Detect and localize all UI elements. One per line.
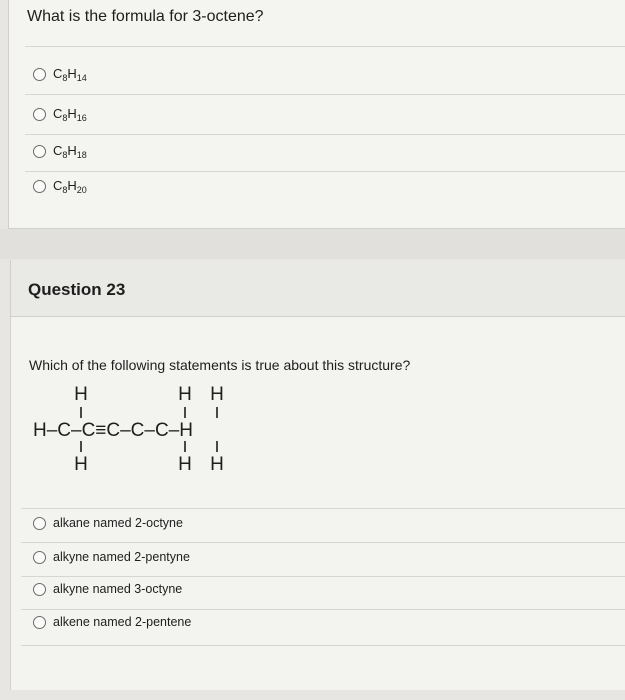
option-label: alkyne named 3-octyne: [53, 582, 183, 596]
structural-formula: [31, 380, 291, 480]
question-number: Question 23: [28, 280, 126, 299]
option-label: $C_8H_{18}$: [53, 143, 87, 160]
divider: [21, 576, 625, 577]
hydrogen-bottom-right-2: H: [210, 454, 224, 475]
radio-button[interactable]: [33, 551, 46, 564]
hydrogen-top-left: H: [74, 384, 88, 405]
answer-option-3[interactable]: [33, 582, 182, 596]
radio-button[interactable]: [33, 68, 46, 81]
option-label: $C_8H_{20}$: [53, 178, 87, 195]
radio-button[interactable]: [33, 145, 46, 158]
answer-option-4[interactable]: [33, 178, 87, 195]
divider: [25, 134, 625, 135]
radio-button[interactable]: [33, 583, 46, 596]
question-title: What is the formula for 3-octene?: [27, 8, 264, 25]
radio-button[interactable]: [33, 108, 46, 121]
answer-option-2[interactable]: [33, 550, 190, 564]
hydrogen-top-right-2: H: [210, 384, 224, 405]
option-label: alkane named 2-octyne: [53, 516, 183, 530]
page-gap: [0, 229, 625, 259]
divider: [25, 171, 625, 172]
divider: [21, 542, 625, 543]
question-prompt: Which of the following statements is true about this structure?: [29, 357, 411, 373]
radio-button[interactable]: [33, 517, 46, 530]
divider: [25, 46, 625, 47]
hydrogen-bottom-right-1: H: [178, 454, 192, 475]
divider: [21, 645, 625, 646]
hydrogen-top-right-1: H: [178, 384, 192, 405]
divider: [21, 508, 625, 509]
hydrogen-bottom-left: H: [74, 454, 88, 475]
answer-option-3[interactable]: [33, 143, 87, 160]
main-chain: H–C–C≡C–C–C–H: [33, 420, 193, 441]
answer-option-2[interactable]: [33, 106, 87, 123]
question-23-card: [10, 260, 625, 690]
radio-button[interactable]: [33, 180, 46, 193]
divider: [25, 94, 625, 95]
divider: [21, 609, 625, 610]
option-label: $C_8H_{16}$: [53, 106, 87, 123]
option-label: alkyne named 2-pentyne: [53, 550, 190, 564]
question-header: [11, 260, 625, 317]
answer-option-1[interactable]: [33, 66, 87, 83]
answer-option-1[interactable]: [33, 516, 183, 530]
option-label: $C_8H_{14}$: [53, 66, 87, 83]
previous-question-card: [8, 0, 625, 229]
radio-button[interactable]: [33, 616, 46, 629]
answer-option-4[interactable]: [33, 615, 191, 629]
option-label: alkene named 2-pentene: [53, 615, 192, 629]
